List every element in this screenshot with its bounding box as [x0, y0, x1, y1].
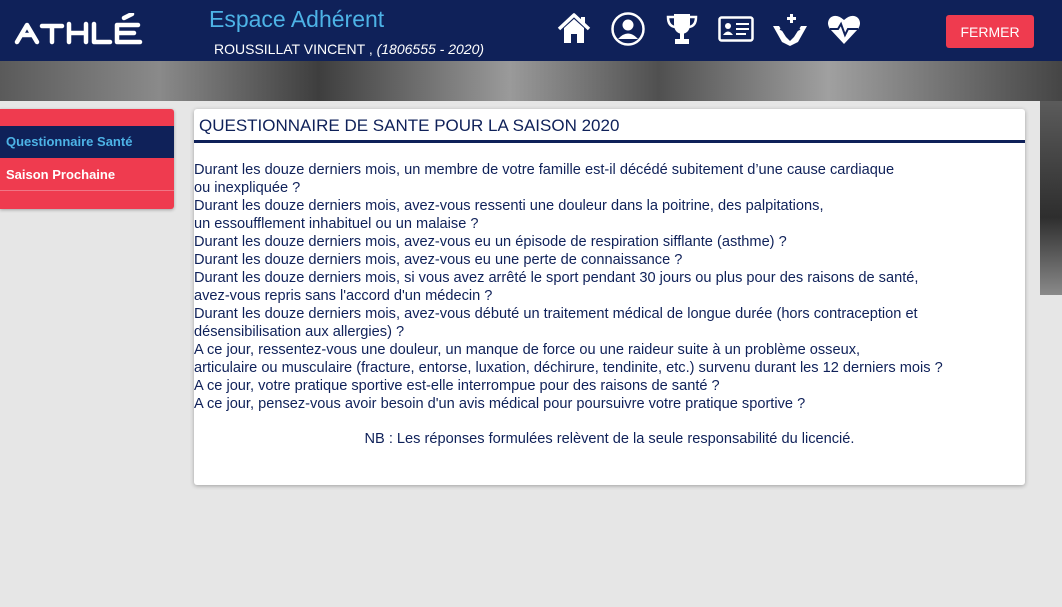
top-header	[0, 0, 1062, 61]
questionnaire-panel	[194, 109, 1025, 485]
sidebar-item-questionnaire-sante[interactable]: Questionnaire Santé	[0, 126, 174, 158]
question-item: Durant les douze derniers mois, avez-vous ressenti une douleur dans la poitrine, des palpitations, un essoufflement inhabituel ou un malaise ?	[194, 198, 824, 232]
home-icon[interactable]	[555, 10, 593, 48]
responsibility-note: NB : Les réponses formulées relèvent de la seule responsabilité du licencié.	[364, 431, 855, 447]
title-divider	[194, 140, 1025, 143]
sidebar	[0, 109, 174, 209]
athle-logo[interactable]	[14, 13, 154, 47]
question-item: A ce jour, ressentez-vous une douleur, un manque de force ou une raideur suite à un problème osseux, articulaire ou musculaire (fracture, entorse, luxation, déchirure, tendinite, etc.) survenu durant les 12 derniers mois ?	[194, 342, 943, 376]
banner-side-image	[1040, 101, 1062, 295]
question-item: Durant les douze derniers mois, avez-vous eu un épisode de respiration sifflante (asthme) ?	[194, 234, 787, 250]
care-hands-icon[interactable]	[771, 10, 809, 48]
question-item: Durant les douze derniers mois, si vous avez arrêté le sport pendant 30 jours ou plus pour des raisons de santé, avez-vous repris sans l'accord d'un médecin ?	[194, 270, 919, 304]
question-item: Durant les douze derniers mois, avez-vous débuté un traitement médical de longue durée (hors contraception et désensibilisation aux allergies) ?	[194, 306, 918, 340]
stadium-banner	[0, 61, 1062, 101]
heart-icon[interactable]	[825, 10, 863, 48]
close-button[interactable]: FERMER	[946, 15, 1034, 48]
user-icon[interactable]	[609, 10, 647, 48]
page-title: Espace Adhérent	[209, 6, 385, 32]
main-nav	[555, 10, 879, 48]
user-name: ROUSSILLAT VINCENT ,	[214, 41, 373, 57]
question-item: A ce jour, votre pratique sportive est-elle interrompue pour des raisons de santé ?	[194, 378, 720, 394]
user-id: (1806555 - 2020)	[376, 41, 485, 57]
sidebar-item-saison-prochaine[interactable]: Saison Prochaine	[0, 159, 174, 191]
questions-list	[194, 161, 1024, 413]
question-item: Durant les douze derniers mois, avez-vous eu une perte de connaissance ?	[194, 252, 683, 268]
user-info	[214, 41, 484, 57]
question-item: Durant les douze derniers mois, un membre de votre famille est-il décédé subitement d’une cause cardiaque ou inexpliquée ?	[194, 162, 895, 196]
panel-title: QUESTIONNAIRE DE SANTE POUR LA SAISON 2020	[199, 116, 620, 135]
trophy-icon[interactable]	[663, 10, 701, 48]
question-item: A ce jour, pensez-vous avoir besoin d'un avis médical pour poursuivre votre pratique sportive ?	[194, 396, 806, 412]
id-card-icon[interactable]	[717, 10, 755, 48]
